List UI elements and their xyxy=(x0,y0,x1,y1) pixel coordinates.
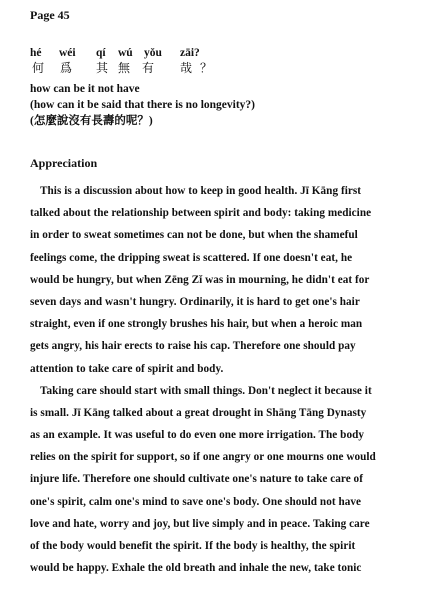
body-line: injure life. Therefore one should cultivate one's nature to take care of xyxy=(30,473,363,486)
body-line: seven days and wasn't hungry. Ordinarily, it is hard to get one's hair xyxy=(30,295,360,308)
pinyin-row xyxy=(30,46,250,60)
body-line: relies on the spirit for support, so if one angry or one mourns one would xyxy=(30,451,376,464)
chinese-character: 何 xyxy=(32,61,45,75)
body-line: is small. Jī Kāng talked about a great drought in Shāng Tāng Dynasty xyxy=(30,406,367,419)
chinese-character: 爲 xyxy=(60,61,73,75)
chinese-punctuation: ？ xyxy=(200,61,213,75)
body-line: one's spirit, calm one's mind to save one's body. One should not have xyxy=(30,495,362,508)
body-line: as an example. It was useful to do even one more irrigation. The body xyxy=(30,429,365,442)
chinese-character: 哉 xyxy=(180,61,193,75)
pinyin-word: wú xyxy=(118,47,133,59)
pinyin-word: zāi? xyxy=(180,47,200,59)
body-line: Taking care should start with small things. Don't neglect it because it xyxy=(40,384,372,397)
body-line: gets angry, his hair erects to raise his cap. Therefore one should pay xyxy=(30,340,356,353)
body-line: talked about the relationship between spirit and body: taking medicine xyxy=(30,207,372,220)
pinyin-word: hé xyxy=(30,47,42,59)
chinese-character: 有 xyxy=(142,61,155,75)
section-heading: Appreciation xyxy=(30,156,98,170)
body-line: would be hungry, but when Zēng Zǐ was in mourning, he didn't eat for xyxy=(30,273,370,286)
body-line: attention to take care of spirit and body. xyxy=(30,362,224,375)
body-line: in order to sweat sometimes can not be done, but when the shameful xyxy=(30,229,358,242)
pinyin-word: yǒu xyxy=(144,47,162,59)
body-line: straight, even if one strongly brushes his hair, but when a heroic man xyxy=(30,318,363,331)
pinyin-word: qí xyxy=(96,47,106,59)
gloss-line: (how can it be said that there is no longevity?) xyxy=(30,99,255,111)
body-line: of the body would benefit the spirit. If the body is healthy, the spirit xyxy=(30,540,356,552)
body-line: would be happy. Exhale the old breath and inhale the new, take tonic xyxy=(30,562,362,575)
body-line: This is a discussion about how to keep in good health. Jī Kāng first xyxy=(40,185,362,197)
chinese-row xyxy=(30,61,250,75)
pinyin-word: wéi xyxy=(59,47,76,59)
chinese-character: 其 xyxy=(96,61,109,75)
chinese-character: 無 xyxy=(118,61,131,75)
gloss-line: (怎麼說沒有長壽的呢？) xyxy=(30,115,153,127)
gloss-line: how can be it not have xyxy=(30,83,140,95)
body-line: love and hate, worry and joy, but live simply and in peace. Taking care xyxy=(30,517,370,530)
body-text xyxy=(30,180,400,579)
body-line: feelings come, the dripping sweat is scattered. If one doesn't eat, he xyxy=(30,251,353,264)
page-number: Page 45 xyxy=(30,8,70,22)
